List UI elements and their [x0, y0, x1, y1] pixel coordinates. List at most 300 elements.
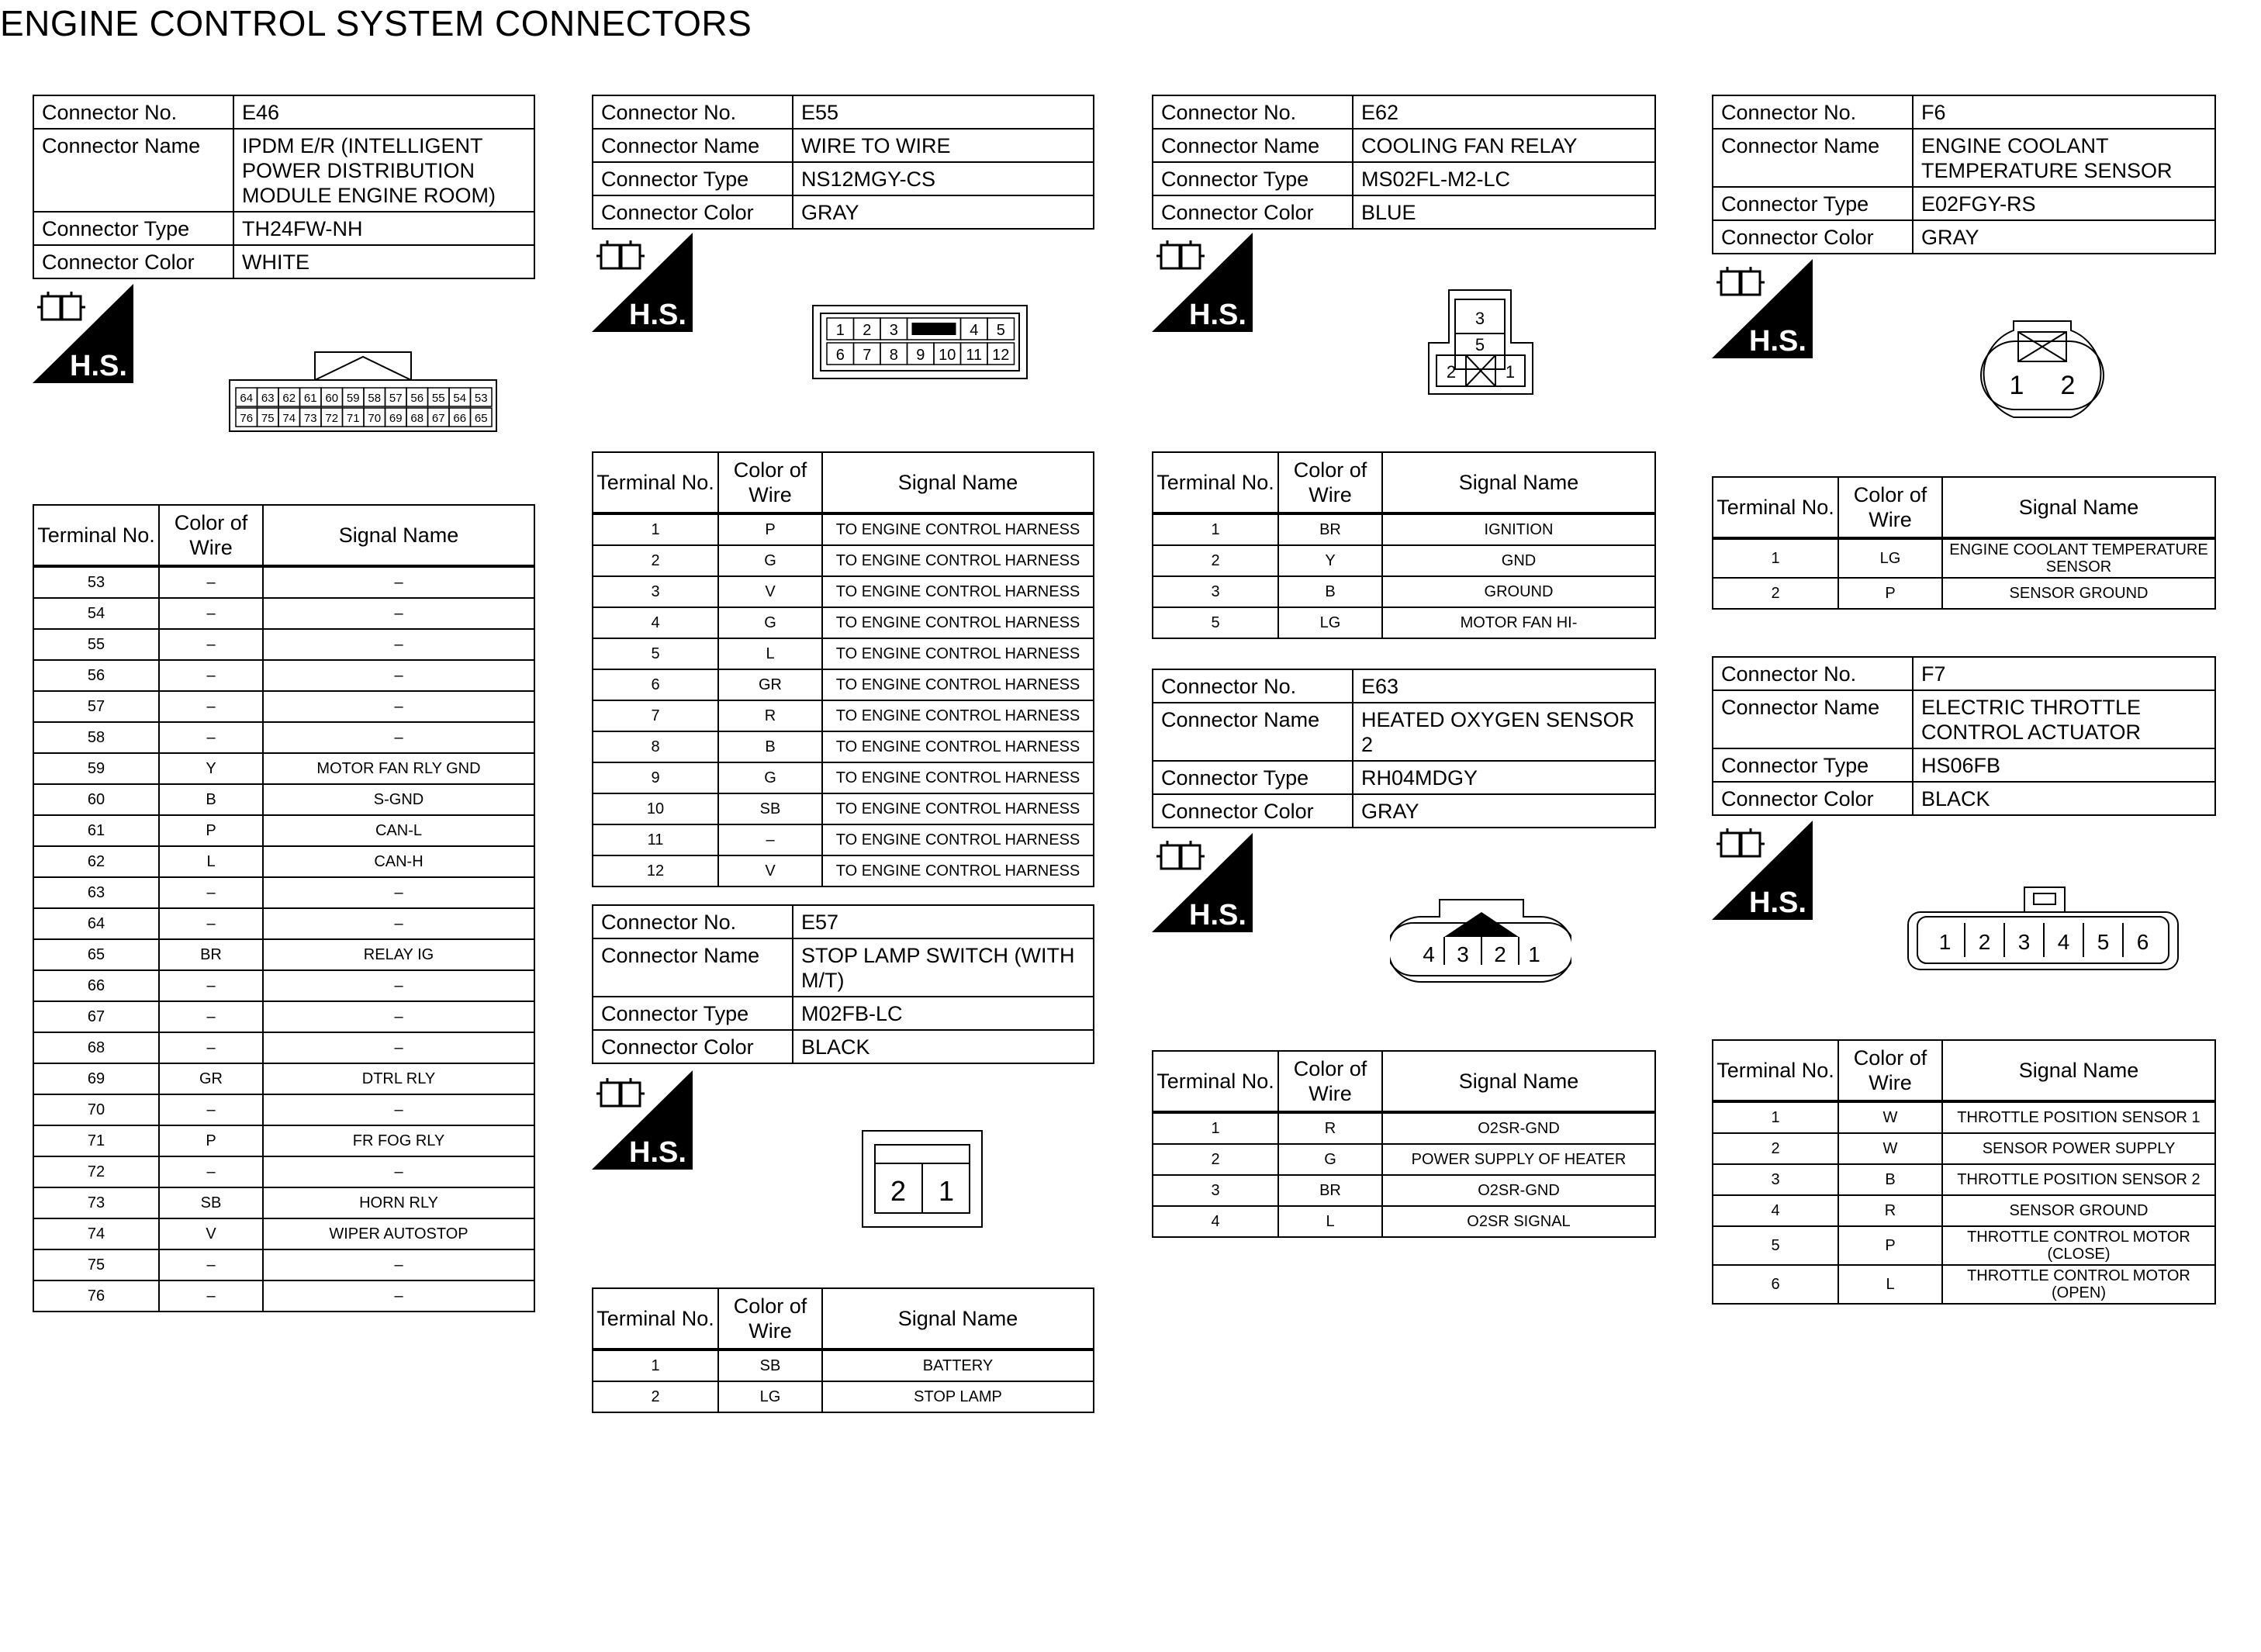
signal-name-cell: TO ENGINE CONTROL HARNESS — [822, 638, 1094, 669]
table-row — [1713, 1133, 2215, 1164]
signal-name-cell: WIPER AUTOSTOP — [263, 1218, 534, 1249]
terminal-no-cell: 65 — [33, 939, 159, 970]
signal-name-cell: HORN RLY — [263, 1187, 534, 1218]
wire-color-cell: – — [159, 1032, 263, 1063]
connector-color-label: Connector Color — [33, 245, 233, 278]
hs-label: H.S. — [1189, 299, 1246, 331]
table-row — [33, 877, 534, 908]
connector-color-value: GRAY — [1913, 220, 2215, 254]
signal-name-cell: SENSOR GROUND — [1942, 1195, 2215, 1226]
terminal-no-cell: 53 — [33, 566, 159, 598]
signal-name-cell: O2SR-GND — [1382, 1112, 1655, 1144]
connector-type-value: MS02FL-M2-LC — [1353, 162, 1655, 195]
connector-name-value: ENGINE COOLANT TEMPERATURE SENSOR — [1913, 129, 2215, 187]
signal-name-cell: – — [263, 970, 534, 1001]
connector-type-label: Connector Type — [33, 212, 233, 245]
connector-e57-info — [592, 904, 1094, 1064]
pin-label: 60 — [325, 392, 339, 405]
pin-label: 69 — [389, 412, 403, 425]
connector-e55-pin-table — [592, 451, 1094, 887]
pin-label: 72 — [325, 412, 339, 425]
wire-color-cell: SB — [159, 1187, 263, 1218]
pin-label: 2 — [1446, 362, 1457, 382]
pin-label: 2 — [1494, 942, 1506, 966]
wire-color-cell: B — [1278, 576, 1382, 607]
connector-no-value: E63 — [1353, 669, 1655, 703]
connector-no-label: Connector No. — [1153, 669, 1353, 703]
signal-name-cell: TO ENGINE CONTROL HARNESS — [822, 700, 1094, 731]
terminal-no-cell: 57 — [33, 691, 159, 722]
pin-label: 6 — [835, 347, 845, 364]
connector-e46-face-diagram — [228, 349, 500, 434]
table-row — [1713, 1195, 2215, 1226]
terminal-no-cell: 61 — [33, 815, 159, 846]
signal-name-cell: – — [263, 877, 534, 908]
terminal-no-cell: 75 — [33, 1249, 159, 1280]
wire-color-cell: W — [1838, 1133, 1942, 1164]
table-row — [593, 762, 1094, 793]
wire-color-header: Color of Wire — [1838, 477, 1942, 538]
signal-name-cell: TO ENGINE CONTROL HARNESS — [822, 607, 1094, 638]
connector-type-value: HS06FB — [1913, 748, 2215, 782]
pin-label: 56 — [410, 392, 424, 405]
signal-name-cell: STOP LAMP — [822, 1381, 1094, 1412]
wire-color-cell: P — [159, 1125, 263, 1156]
pin-label: 3 — [2017, 930, 2031, 954]
pin-label: 7 — [863, 347, 872, 364]
table-row — [593, 793, 1094, 824]
table-row — [593, 824, 1094, 855]
terminal-no-cell: 69 — [33, 1063, 159, 1094]
connector-e55-face-diagram — [811, 304, 1030, 382]
terminal-no-header: Terminal No. — [1713, 1040, 1838, 1101]
wire-color-cell: LG — [718, 1381, 822, 1412]
table-row — [593, 513, 1094, 545]
connector-e46-pin-table — [33, 504, 535, 1312]
hs-label: H.S. — [629, 1136, 686, 1169]
signal-name-cell: – — [263, 629, 534, 660]
signal-name-header: Signal Name — [1942, 477, 2215, 538]
pin-label: 8 — [889, 347, 898, 364]
terminal-no-header: Terminal No. — [33, 505, 159, 566]
signal-name-cell: TO ENGINE CONTROL HARNESS — [822, 793, 1094, 824]
connector-name-label: Connector Name — [1153, 129, 1353, 162]
table-row — [33, 815, 534, 846]
connector-type-label: Connector Type — [1153, 761, 1353, 794]
terminal-no-cell: 4 — [1153, 1206, 1278, 1237]
pin-label: 1 — [938, 1175, 955, 1207]
blocked-cavity — [912, 323, 956, 335]
table-row — [1153, 513, 1655, 545]
wire-color-cell: – — [159, 660, 263, 691]
table-row — [1153, 576, 1655, 607]
connector-no-label: Connector No. — [1153, 95, 1353, 129]
pin-label: 4 — [2057, 930, 2070, 954]
pin-label: 12 — [992, 347, 1010, 364]
terminal-no-header: Terminal No. — [1713, 477, 1838, 538]
signal-name-cell: DTRL RLY — [263, 1063, 534, 1094]
signal-name-cell: POWER SUPPLY OF HEATER — [1382, 1144, 1655, 1175]
signal-name-cell: MOTOR FAN RLY GND — [263, 753, 534, 784]
wire-color-cell: LG — [1838, 538, 1942, 578]
connector-color-value: BLACK — [793, 1030, 1094, 1063]
table-row — [1713, 578, 2215, 609]
wire-color-cell: BR — [1278, 1175, 1382, 1206]
connector-type-value: TH24FW-NH — [233, 212, 534, 245]
terminal-no-cell: 4 — [593, 607, 718, 638]
table-row — [593, 545, 1094, 576]
terminal-no-cell: 1 — [1153, 513, 1278, 545]
signal-name-cell: CAN-H — [263, 846, 534, 877]
signal-name-header: Signal Name — [1942, 1040, 2215, 1101]
connector-type-label: Connector Type — [593, 162, 793, 195]
signal-name-cell: TO ENGINE CONTROL HARNESS — [822, 669, 1094, 700]
connector-type-label: Connector Type — [1153, 162, 1353, 195]
connector-color-label: Connector Color — [593, 195, 793, 229]
wire-color-cell: B — [1838, 1164, 1942, 1195]
terminal-no-cell: 2 — [593, 545, 718, 576]
signal-name-header: Signal Name — [263, 505, 534, 566]
table-row — [33, 566, 534, 598]
connector-name-label: Connector Name — [1713, 129, 1913, 187]
terminal-no-cell: 60 — [33, 784, 159, 815]
hs-label: H.S. — [1749, 325, 1806, 358]
pin-label: 9 — [916, 347, 925, 364]
table-row — [593, 731, 1094, 762]
connector-color-value: BLACK — [1913, 782, 2215, 815]
wire-color-cell: W — [1838, 1101, 1942, 1133]
wire-color-header: Color of Wire — [718, 452, 822, 513]
terminal-no-cell: 3 — [1713, 1164, 1838, 1195]
table-row — [1153, 1144, 1655, 1175]
wire-color-cell: GR — [718, 669, 822, 700]
wire-color-cell: L — [718, 638, 822, 669]
pin-label: 66 — [453, 412, 467, 425]
connector-name-label: Connector Name — [593, 129, 793, 162]
terminal-no-cell: 8 — [593, 731, 718, 762]
pin-label: 4 — [1423, 942, 1435, 966]
wire-color-cell: G — [718, 545, 822, 576]
signal-name-cell: TO ENGINE CONTROL HARNESS — [822, 545, 1094, 576]
terminal-no-cell: 54 — [33, 598, 159, 629]
signal-name-cell: THROTTLE POSITION SENSOR 1 — [1942, 1101, 2215, 1133]
connector-name-value: IPDM E/R (INTELLIGENT POWER DISTRIBUTION MODULE ENGINE ROOM) — [233, 129, 534, 212]
table-row — [33, 970, 534, 1001]
terminal-no-cell: 6 — [593, 669, 718, 700]
wire-color-cell: Y — [159, 753, 263, 784]
connector-e62-pin-table — [1152, 451, 1656, 639]
pin-label: 62 — [282, 392, 296, 405]
connector-name-label: Connector Name — [1713, 690, 1913, 748]
connector-f7-pin-table — [1712, 1039, 2216, 1305]
pin-label: 67 — [431, 412, 445, 425]
wire-color-cell: – — [159, 1249, 263, 1280]
wire-color-header: Color of Wire — [1838, 1040, 1942, 1101]
table-row — [593, 638, 1094, 669]
pin-label: 1 — [2009, 371, 2024, 400]
wire-color-cell: – — [159, 970, 263, 1001]
connector-e57-pin-table — [592, 1287, 1094, 1413]
wire-color-cell: V — [718, 855, 822, 886]
wire-color-cell: V — [159, 1218, 263, 1249]
connector-e63-face-diagram — [1390, 898, 1571, 985]
signal-name-cell: RELAY IG — [263, 939, 534, 970]
wire-color-header: Color of Wire — [718, 1288, 822, 1350]
signal-name-cell: GND — [1382, 545, 1655, 576]
signal-name-cell: CAN-L — [263, 815, 534, 846]
connector-color-value: GRAY — [793, 195, 1094, 229]
signal-name-cell: – — [263, 660, 534, 691]
wire-color-cell: – — [159, 691, 263, 722]
hs-label: H.S. — [1189, 899, 1246, 931]
terminal-no-cell: 6 — [1713, 1265, 1838, 1304]
connector-name-value: STOP LAMP SWITCH (WITH M/T) — [793, 938, 1094, 997]
pin-label: 11 — [966, 347, 983, 364]
table-row — [1713, 1101, 2215, 1133]
connector-type-label: Connector Type — [593, 997, 793, 1030]
signal-name-cell: THROTTLE CONTROL MOTOR (OPEN) — [1942, 1265, 2215, 1304]
signal-name-cell: – — [263, 1032, 534, 1063]
table-row — [33, 1001, 534, 1032]
pin-label: 75 — [261, 412, 275, 425]
wire-color-cell: R — [718, 700, 822, 731]
wire-color-cell: P — [1838, 578, 1942, 609]
signal-name-cell: – — [263, 566, 534, 598]
signal-name-cell: TO ENGINE CONTROL HARNESS — [822, 855, 1094, 886]
table-row — [1153, 1112, 1655, 1144]
signal-name-header: Signal Name — [822, 1288, 1094, 1350]
pin-label: 6 — [2136, 930, 2149, 954]
connector-type-value: M02FB-LC — [793, 997, 1094, 1030]
wire-color-cell: V — [718, 576, 822, 607]
pin-label: 74 — [282, 412, 296, 425]
wire-color-cell: G — [718, 762, 822, 793]
connector-type-value: NS12MGY-CS — [793, 162, 1094, 195]
wire-color-cell: B — [159, 784, 263, 815]
wire-color-cell: – — [718, 824, 822, 855]
pin-label: 73 — [303, 412, 317, 425]
harness-side-icon — [1152, 233, 1253, 332]
harness-side-icon — [1152, 833, 1253, 932]
signal-name-cell: O2SR-GND — [1382, 1175, 1655, 1206]
wire-color-cell: – — [159, 1156, 263, 1187]
connector-no-value: E62 — [1353, 95, 1655, 129]
wire-color-cell: – — [159, 877, 263, 908]
pin-label: 59 — [346, 392, 360, 405]
signal-name-cell: TO ENGINE CONTROL HARNESS — [822, 731, 1094, 762]
pin-label: 10 — [939, 347, 956, 364]
harness-side-icon — [592, 1070, 693, 1170]
terminal-no-cell: 62 — [33, 846, 159, 877]
table-row — [33, 1032, 534, 1063]
signal-name-cell: ENGINE COOLANT TEMPERATURE SENSOR — [1942, 538, 2215, 578]
table-row — [33, 784, 534, 815]
table-row — [593, 700, 1094, 731]
signal-name-cell: SENSOR GROUND — [1942, 578, 2215, 609]
terminal-no-cell: 1 — [593, 1350, 718, 1381]
connector-no-label: Connector No. — [593, 95, 793, 129]
signal-name-cell: – — [263, 1094, 534, 1125]
terminal-no-cell: 63 — [33, 877, 159, 908]
harness-side-icon — [592, 233, 693, 332]
connector-type-value: E02FGY-RS — [1913, 187, 2215, 220]
connector-no-label: Connector No. — [33, 95, 233, 129]
pin-label: 68 — [410, 412, 424, 425]
table-row — [33, 660, 534, 691]
wire-color-cell: L — [159, 846, 263, 877]
wire-color-cell: SB — [718, 793, 822, 824]
connector-e63-info — [1152, 669, 1656, 828]
wire-color-cell: L — [1278, 1206, 1382, 1237]
connector-name-label: Connector Name — [33, 129, 233, 212]
pin-label: 5 — [2097, 930, 2110, 954]
terminal-no-header: Terminal No. — [1153, 452, 1278, 513]
table-row — [593, 1350, 1094, 1381]
signal-name-cell: TO ENGINE CONTROL HARNESS — [822, 762, 1094, 793]
pin-label: 4 — [970, 322, 979, 339]
signal-name-cell: THROTTLE CONTROL MOTOR (CLOSE) — [1942, 1226, 2215, 1265]
pin-label: 54 — [453, 392, 467, 405]
terminal-no-cell: 5 — [1713, 1226, 1838, 1265]
signal-name-cell: – — [263, 691, 534, 722]
pin-label: 76 — [240, 412, 254, 425]
pin-label: 2 — [890, 1175, 907, 1207]
terminal-no-header: Terminal No. — [593, 1288, 718, 1350]
harness-side-icon — [1712, 821, 1813, 920]
signal-name-header: Signal Name — [1382, 1051, 1655, 1112]
terminal-no-cell: 7 — [593, 700, 718, 731]
terminal-no-cell: 2 — [593, 1381, 718, 1412]
table-row — [593, 576, 1094, 607]
table-row — [33, 1280, 534, 1312]
pin-label: 58 — [368, 392, 382, 405]
connector-color-label: Connector Color — [1713, 220, 1913, 254]
connector-name-value: HEATED OXYGEN SENSOR 2 — [1353, 703, 1655, 761]
signal-name-cell: BATTERY — [822, 1350, 1094, 1381]
table-row — [33, 753, 534, 784]
wire-color-cell: P — [1838, 1226, 1942, 1265]
pin-label: 2 — [863, 322, 872, 339]
table-row — [33, 1249, 534, 1280]
table-row — [1713, 1265, 2215, 1304]
table-row — [593, 855, 1094, 886]
terminal-no-cell: 5 — [1153, 607, 1278, 638]
pin-label: 61 — [303, 392, 317, 405]
pin-label: 1 — [835, 322, 845, 339]
wire-color-cell: L — [1838, 1265, 1942, 1304]
terminal-no-cell: 3 — [1153, 576, 1278, 607]
terminal-no-cell: 2 — [1713, 1133, 1838, 1164]
terminal-no-cell: 1 — [1713, 1101, 1838, 1133]
connector-color-value: WHITE — [233, 245, 534, 278]
table-row — [593, 1381, 1094, 1412]
table-row — [33, 1125, 534, 1156]
signal-name-header: Signal Name — [822, 452, 1094, 513]
pin-label: 1 — [1528, 942, 1540, 966]
connector-no-value: E55 — [793, 95, 1094, 129]
terminal-no-cell: 55 — [33, 629, 159, 660]
table-row — [33, 1063, 534, 1094]
connector-name-label: Connector Name — [1153, 703, 1353, 761]
connector-e62-face-diagram — [1427, 289, 1536, 397]
signal-name-cell: IGNITION — [1382, 513, 1655, 545]
table-row — [1153, 1175, 1655, 1206]
hs-label: H.S. — [70, 350, 127, 382]
connector-no-value: F7 — [1913, 657, 2215, 690]
wire-color-cell: SB — [718, 1350, 822, 1381]
connector-f7-face-diagram — [1907, 884, 2181, 973]
table-row — [593, 669, 1094, 700]
connector-name-value: ELECTRIC THROTTLE CONTROL ACTUATOR — [1913, 690, 2215, 748]
connector-type-label: Connector Type — [1713, 748, 1913, 782]
pin-label: 5 — [1474, 335, 1485, 354]
connector-color-label: Connector Color — [1153, 195, 1353, 229]
table-row — [33, 939, 534, 970]
signal-name-header: Signal Name — [1382, 452, 1655, 513]
table-row — [33, 1156, 534, 1187]
terminal-no-cell: 76 — [33, 1280, 159, 1312]
terminal-no-cell: 5 — [593, 638, 718, 669]
connector-color-label: Connector Color — [593, 1030, 793, 1063]
pin-label: 3 — [1474, 309, 1485, 328]
pin-label: 1 — [1505, 362, 1516, 382]
page-title: ENGINE CONTROL SYSTEM CONNECTORS — [0, 3, 752, 43]
signal-name-cell: FR FOG RLY — [263, 1125, 534, 1156]
connector-type-value: RH04MDGY — [1353, 761, 1655, 794]
connector-color-value: BLUE — [1353, 195, 1655, 229]
terminal-no-cell: 11 — [593, 824, 718, 855]
signal-name-cell: TO ENGINE CONTROL HARNESS — [822, 576, 1094, 607]
signal-name-cell: O2SR SIGNAL — [1382, 1206, 1655, 1237]
terminal-no-cell: 1 — [1713, 538, 1838, 578]
connector-color-label: Connector Color — [1153, 794, 1353, 828]
table-row — [33, 1218, 534, 1249]
terminal-no-cell: 66 — [33, 970, 159, 1001]
connector-no-label: Connector No. — [593, 905, 793, 938]
terminal-no-cell: 58 — [33, 722, 159, 753]
terminal-no-cell: 1 — [1153, 1112, 1278, 1144]
pin-label: 70 — [368, 412, 382, 425]
wire-color-cell: BR — [159, 939, 263, 970]
wire-color-cell: – — [159, 722, 263, 753]
wire-color-cell: BR — [1278, 513, 1382, 545]
signal-name-cell: THROTTLE POSITION SENSOR 2 — [1942, 1164, 2215, 1195]
pin-label: 65 — [474, 412, 488, 425]
connector-name-label: Connector Name — [593, 938, 793, 997]
harness-side-icon — [33, 284, 133, 383]
wire-color-cell: GR — [159, 1063, 263, 1094]
wire-color-cell: Y — [1278, 545, 1382, 576]
connector-e62-info — [1152, 95, 1656, 230]
connector-e57-face-diagram — [861, 1129, 985, 1230]
terminal-no-cell: 2 — [1713, 578, 1838, 609]
terminal-no-cell: 12 — [593, 855, 718, 886]
pin-label: 63 — [261, 392, 275, 405]
connector-f7-info — [1712, 656, 2216, 816]
signal-name-cell: – — [263, 1280, 534, 1312]
terminal-no-cell: 56 — [33, 660, 159, 691]
wire-color-cell: R — [1838, 1195, 1942, 1226]
pin-label: 3 — [1457, 942, 1469, 966]
signal-name-cell: S-GND — [263, 784, 534, 815]
wire-color-cell: P — [718, 513, 822, 545]
signal-name-cell: – — [263, 598, 534, 629]
harness-side-icon — [1712, 259, 1813, 358]
connector-no-value: E57 — [793, 905, 1094, 938]
pin-label: 2 — [2060, 371, 2076, 400]
terminal-no-cell: 1 — [593, 513, 718, 545]
connector-type-label: Connector Type — [1713, 187, 1913, 220]
